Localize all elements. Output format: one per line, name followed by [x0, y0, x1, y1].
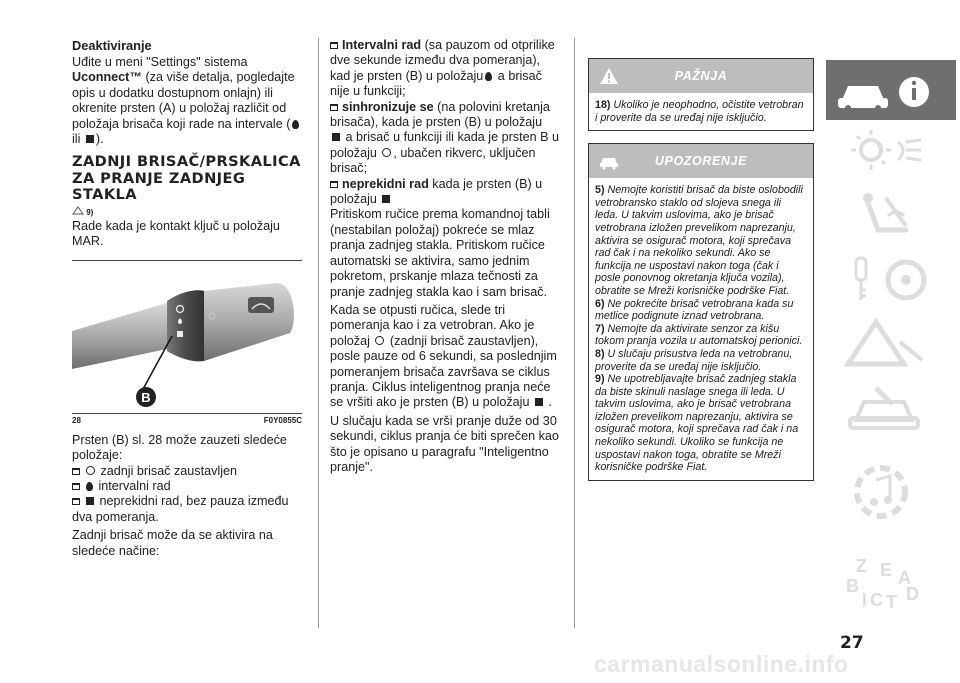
bullet-icon: [72, 498, 80, 505]
warning-note-7: 7) Nemojte da aktivirate senzor za kišu tokom pranja vozila u automatskoj perionici.: [595, 322, 803, 348]
index-letter-z: Z: [856, 556, 867, 576]
warning-note-6: 6) Ne pokrećite brisač vetrobrana kada su metlice podignute iznad vetrobrana.: [595, 297, 794, 323]
figure-code: F0Y0855C: [263, 415, 302, 425]
attention-note-18: 18) Ukoliko je neophodno, očistite vetrobran i proverite da se uređaj nije isključio.: [595, 99, 804, 124]
index-letter-a: A: [898, 568, 911, 588]
bullet-icon: [330, 104, 338, 111]
interval-drop-icon: [292, 120, 299, 129]
warning-note-5: 5) Nemojte koristiti brisač da biste oslobodili vetrobransko staklo od slojeva snega ili leda. U takvim uslovima, ako je brisač vetrobrana izložen prevelikom naprezanju, aktivira se osigurač motora, koji sprečava rad čak i na nekoliko sekundi. Ako se funkcija ne uspostavi nakon toga (čak i posle ponovnog okretanja ključa vozila), obratite se Mreži korisničke podrške Fiat.: [595, 184, 803, 297]
attention-title: PAŽNJA: [674, 69, 728, 83]
continuous-square-icon: [86, 497, 94, 505]
bullet-icon: [330, 181, 338, 188]
index-letter-c: C: [870, 590, 883, 610]
figure-label-b: B: [141, 389, 151, 405]
mode-continuous: neprekidni rad kada je prsten (B) u položaju: [330, 176, 543, 207]
car-info-icon: [826, 60, 956, 120]
right-column: [588, 58, 814, 493]
middle-column: [330, 38, 562, 475]
left-column: [72, 38, 302, 559]
bullet-icon: [330, 42, 338, 49]
warning-note-9: 9) Ne upotrebljavajte brisač zadnjeg stakla da biste skinuli naslage snega ili leda. U takvim uslovima, ako je brisač vetrobrana izložen prevelikom naprezanju, aktivira se osigurač motora, koji sprečava rad čak i na nekoliko sekundi. Ukoliko se funkcija ne uspostavi nakon toga, obratite se Mreži korisničke podrške Fiat.: [595, 373, 799, 474]
tab-car-info[interactable]: [826, 60, 956, 120]
key-wheel-icon: [826, 250, 956, 310]
interval-drop-icon: [485, 72, 492, 81]
continuous-square-icon: [535, 398, 543, 406]
car-wrench-icon: [598, 152, 620, 170]
attention-header: [589, 59, 813, 93]
reference-note: 9): [72, 206, 302, 217]
bullet-icon: [72, 468, 80, 475]
position-continuous: neprekidni rad, bez pauza između dva pomeranja.: [72, 494, 289, 524]
mode-interval: Intervalni rad (sa pauzom od otprilike dve sekunde između dva pomeranja), kad je prsten (B) u položaju a brisač nije u funkciji;: [330, 38, 555, 99]
music-settings-icon: [826, 440, 956, 544]
figure-28: [72, 260, 302, 413]
index-letter-d: D: [906, 584, 919, 604]
bullet-icon: [72, 483, 80, 490]
column-divider: [318, 38, 319, 628]
warning-note-8: 8) U slučaju prisustva leda na vetrobranu, proverite da se uređaj nije isključio.: [595, 347, 793, 373]
index-letter-e: E: [880, 560, 893, 580]
deactivation-text: Uđite u meni "Settings" sistema Uconnect™ (za više detalja, pogledajte opis u dodatku dostupnom onlajn) ili okrenite prsten (A) u položaj različit od položaja brisača koji rade na intervale ( ili ).: [72, 55, 302, 147]
warning-box: [588, 143, 814, 481]
stopped-circle-icon: [86, 466, 95, 475]
index-letter-t: T: [886, 592, 897, 612]
warning-title: UPOZORENJE: [654, 154, 748, 169]
figure-caption: [72, 413, 302, 425]
positions-intro: Prsten (B) sl. 28 može zauzeti sledeće položaje:: [72, 432, 287, 463]
lights-sun-icon: [826, 122, 956, 184]
stopped-circle-icon: [382, 148, 391, 157]
tab-index[interactable]: [826, 550, 956, 614]
index-letter-b: B: [846, 576, 859, 596]
modes-intro: Zadnji brisač može da se aktivira na sledeće načine:: [72, 528, 273, 558]
warning-header: [589, 144, 813, 178]
tab-safety[interactable]: [826, 186, 956, 248]
continuous-square-icon: [86, 135, 94, 143]
page-number: 27: [840, 633, 864, 653]
continuous-square-icon: [332, 133, 340, 141]
warning-triangle-icon: [826, 312, 956, 374]
washer-paragraph: Pritiskom ručice prema komandnoj tabli (nestabilan položaj) pokreće se mlaz pranja zadnjeg stakla. Pritiskom ručice automatski se aktivira, samo jednim pokretom, prskanje mlaza tečnosti za pranje zadnjeg stakla kao i sam brisač.: [330, 207, 550, 299]
long-wash-paragraph: U slučaju kada se vrši pranje duže od 30 sekundi, ciklus pranja će biti sprečen kao što je opisano u paragrafu "Inteligentno pranje".: [330, 413, 559, 474]
warning-triangle-icon: [599, 67, 619, 85]
index-letter-i: I: [862, 590, 868, 610]
wrench-car-icon: [826, 376, 956, 438]
deactivation-heading: Deaktiviranje: [72, 38, 152, 53]
tab-maintenance[interactable]: [826, 376, 956, 438]
figure-number: 28: [72, 415, 81, 425]
index-letters-icon: [826, 550, 956, 614]
interval-drop-icon: [86, 482, 93, 491]
warning-hand-icon: [72, 206, 84, 215]
mode-sync: sinhronizuje se (na polovini kretanja brisača), kada je prsten (B) u položaju a brisač u funkciji ili kada je prsten B u položaju , ubačen rikverc, uključen brisač;: [330, 99, 559, 176]
position-interval: intervalni rad: [72, 479, 302, 494]
tab-lights[interactable]: [826, 122, 956, 184]
stopped-circle-icon: [375, 336, 384, 345]
airbag-seat-icon: [826, 186, 956, 248]
tab-multimedia[interactable]: [826, 440, 956, 544]
attention-box: [588, 58, 814, 131]
section-title: ZADNJI BRISAČ/PRSKALICA ZA PRANJE ZADNJEG STAKLA: [72, 153, 301, 204]
position-stopped: zadnji brisač zaustavljen: [72, 464, 302, 479]
tab-emergency[interactable]: [826, 312, 956, 374]
mar-text: Rade kada je kontakt ključ u položaju MAR.: [72, 218, 280, 249]
release-paragraph: Kada se otpusti ručica, slede tri pomeranja kao i za vetrobran. Ako je položaj (zadnji brisač zaustavljen), posle pauze od 6 sekundi, sa poslednjim pomeranjem brisača završava se ciklus pranja. Ciklus inteligentnog pranja neće se vršiti ako je prsten (B) u položaju .: [330, 302, 557, 410]
tab-starting[interactable]: [826, 250, 956, 310]
continuous-square-icon: [382, 195, 390, 203]
watermark: carmanualsonline.info: [594, 651, 849, 677]
column-divider: [574, 38, 575, 628]
wiper-lever-illustration: [72, 261, 302, 413]
